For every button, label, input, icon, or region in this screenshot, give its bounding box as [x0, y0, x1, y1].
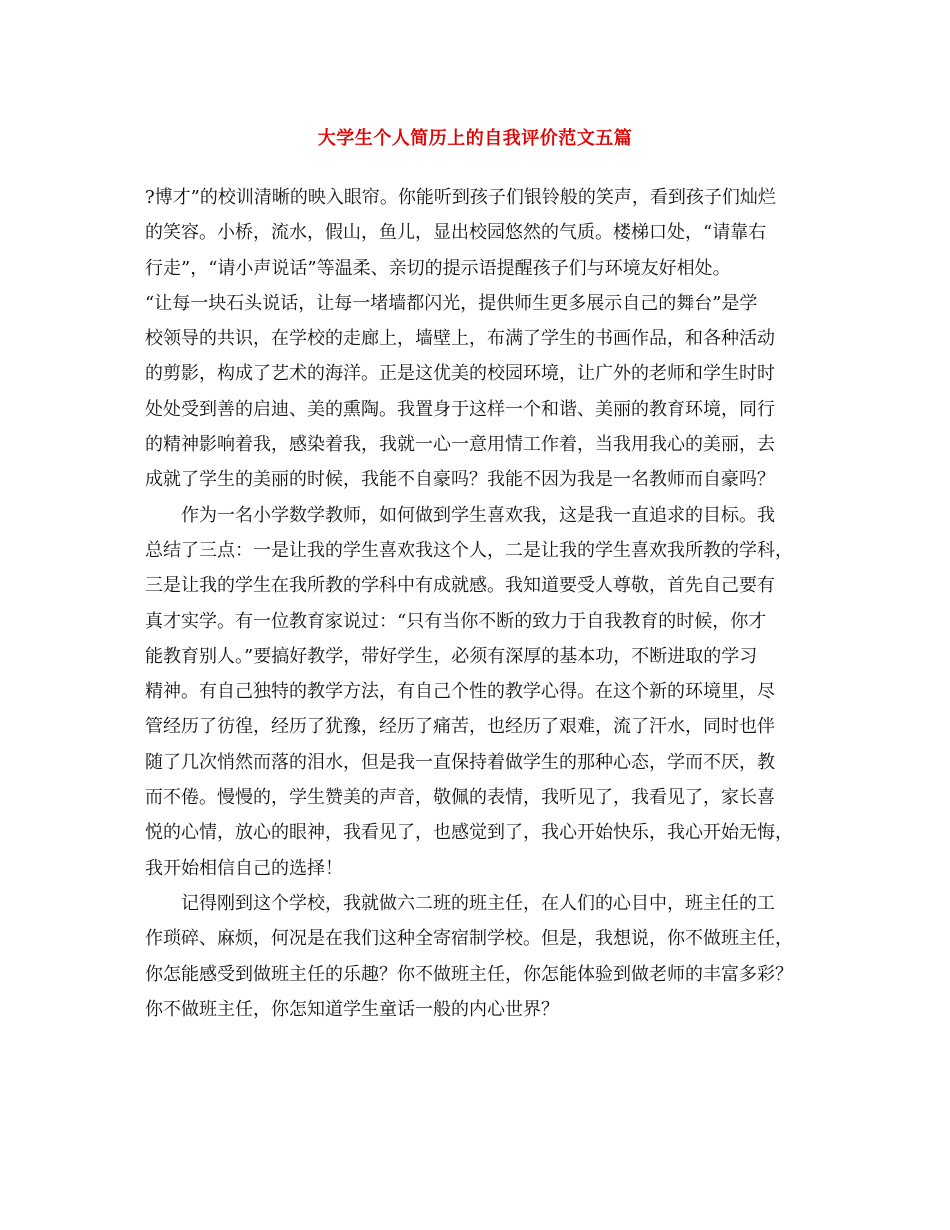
text-line: 作琐碎、麻烦，何况是在我们这种全寄宿制学校。但是，我想说，你不做班主任， [145, 928, 793, 950]
text-line: 管经历了彷徨，经历了犹豫，经历了痛苦，也经历了艰难，流了汗水，同时也伴 [145, 716, 775, 738]
text-line: 的精神影响着我，感染着我，我就一心一意用情工作着，当我用我心的美丽，去 [145, 434, 775, 456]
text-line: 校领导的共识，在学校的走廊上，墙壁上，布满了学生的书画作品，和各种活动 [145, 328, 775, 350]
text-line: ?博才”的校训清晰的映入眼帘。你能听到孩子们银铃般的笑声，看到孩子们灿烂 [145, 187, 776, 208]
text-line: 的剪影，构成了艺术的海洋。正是这优美的校园环境，让广外的老师和学生时时 [145, 363, 775, 385]
document-title: 大学生个人简历上的自我评价范文五篇 [317, 128, 633, 149]
text-line: 的笑容。小桥，流水，假山，鱼儿，显出校园悠然的气质。楼梯口处，“请靠右 [145, 222, 767, 244]
text-line: 随了几次悄然而落的泪水，但是我一直保持着做学生的那种心态，学而不厌，教 [145, 751, 775, 773]
text-line: 行走”，“请小声说话”等温柔、亲切的提示语提醒孩子们与环境友好相处。 [145, 257, 731, 279]
document-body [145, 180, 807, 1027]
text-line: 悦的心情，放心的眼神，我看见了，也感觉到了，我心开始快乐，我心开始无悔， [145, 822, 793, 844]
text-line: 处处受到善的启迪、美的熏陶。我置身于这样一个和谐、美丽的教育环境，同行 [145, 398, 775, 420]
text-line: 我开始相信自己的选择！ [145, 857, 343, 879]
text-line: 精神。有自己独特的教学方法，有自己个性的教学心得。在这个新的环境里，尽 [145, 681, 775, 703]
text-line: 真才实学。有一位教育家说过：“只有当你不断的致力于自我教育的时候，你才 [145, 610, 767, 632]
text-line: 你怎能感受到做班主任的乐趣？你不做班主任，你怎能体验到做老师的丰富多彩？ [145, 963, 793, 985]
text-line: 记得刚到这个学校，我就做六二班的班主任，在人们的心目中，班主任的工 [145, 892, 775, 914]
text-line: 能教育别人。”要搞好教学，带好学生，必须有深厚的基本功，不断进取的学习 [145, 645, 758, 667]
text-line: 而不倦。慢慢的，学生赞美的声音，敬佩的表情，我听见了，我看见了，家长喜 [145, 787, 775, 809]
text-line: 成就了学生的美丽的时候，我能不自豪吗？我能不因为我是一名教师而自豪吗？ [145, 469, 775, 491]
text-line: 三是让我的学生在我所教的学科中有成就感。我知道要受人尊敬，首先自己要有 [145, 575, 775, 597]
text-line: 作为一名小学数学教师，如何做到学生喜欢我，这是我一直追求的目标。我 [145, 504, 775, 526]
text-line: 总结了三点：一是让我的学生喜欢我这个人，二是让我的学生喜欢我所教的学科， [145, 539, 793, 561]
text-line: 你不做班主任，你怎知道学生童话一般的内心世界？ [145, 998, 559, 1020]
text-line: “让每一块石头说话，让每一堵墙都闪光，提供师生更多展示自己的舞台”是学 [145, 292, 758, 314]
